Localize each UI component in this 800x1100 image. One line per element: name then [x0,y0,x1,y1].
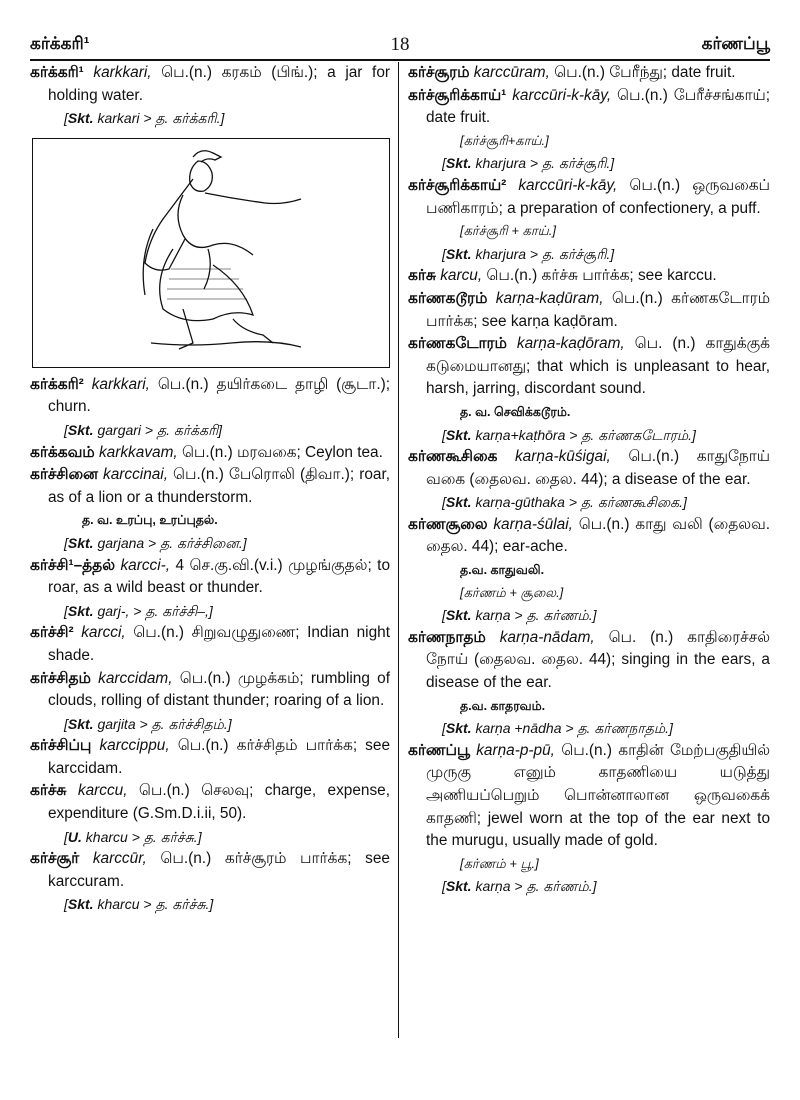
definition: பெ.(n.) முழக்கம்; rumbling of clouds, rolling of distant thunder; roaring of a lion. [48,669,390,710]
bracket: ] [692,426,696,443]
headword: கர்ச்சி¹–த்தல் [30,556,115,574]
definition: பெ.(n.) பேரீந்து; date fruit. [549,64,736,81]
tamil-equivalent: த.வ. காதுவலி. [460,563,545,578]
dancer-illustration [33,139,389,367]
etymology-language: Skt. [445,494,472,511]
bracket: [ [442,494,446,511]
headword: கர்ணநாதம் [408,628,486,646]
transliteration: karṇa-kūśigai, [514,448,611,466]
bracket: [ [64,602,68,619]
compound-note: [கர்ணம் + சூலை.] [460,584,564,600]
etymology-note [408,491,770,514]
dictionary-entry [408,627,770,695]
etymology-language: Skt. [445,155,472,172]
etymology-note [30,419,390,442]
etymology-language: U. [67,828,82,845]
etymology-text: garjita > த. கர்ச்சிதம். [93,715,228,732]
etymology-language: Skt. [67,896,94,913]
headword: கர்ச்சினை [30,466,98,484]
bracket: [ [64,534,68,551]
etymology-text: karṇa > த. கர்ணம். [471,878,593,895]
headword: கர்ச்சூர் [30,850,80,868]
dictionary-entry [30,668,390,713]
bracket: [ [64,896,68,913]
bracket: [ [64,110,68,127]
bracket: [ [64,715,68,732]
header-rule [30,59,770,61]
etymology-note [30,107,390,130]
dictionary-entry [408,62,770,85]
transliteration: karccinai, [103,466,169,484]
transliteration: karccūram, [473,64,550,81]
headword: கர்ச்சூரம் [408,64,470,81]
etymology-text: kharjura > த. கர்ச்சூரி. [471,155,611,172]
bracket: [ [442,245,446,262]
headword: கர்சு [408,267,436,285]
dictionary-entry [408,740,770,853]
transliteration: karccu, [77,782,128,800]
etymology-language: Skt. [67,421,94,438]
bracket: [ [442,878,446,895]
etymology-note [408,424,770,447]
dictionary-entry [30,442,390,465]
transliteration: karccidam, [98,669,173,687]
headword: கர்ச்சி² [30,624,74,642]
etymology-text: kharjura > த. கர்ச்சூரி. [471,245,611,262]
etymology-language: Skt. [445,720,472,737]
bracket: [ [442,155,446,172]
dictionary-entry [408,514,770,559]
transliteration: karṇa-nādam, [499,628,595,646]
etymology-language: Skt. [445,878,472,895]
bracket: ] [669,720,673,737]
etymology-text: garjana > த. கர்ச்சினை. [93,534,243,551]
etymology-language: Skt. [67,534,94,551]
right-column [408,62,770,898]
transliteration: karccūr, [92,850,147,868]
dictionary-entry [30,622,390,667]
transliteration: karcci, [81,624,126,642]
definition: பெ.(n.) ஒருவகைப் பணிகாரம்; a preparation of confectionery, a puff. [426,176,770,217]
dictionary-entry [30,848,390,893]
compound-note: [கர்ணம் + பூ.] [460,855,539,871]
etymology-note [408,243,770,266]
headword: கர்ணகூசிகை [408,448,498,466]
header-left-guideword: கர்க்கரி¹ [30,34,90,53]
tamil-equivalent: த. வ. செவிக்கடூரம். [460,404,571,419]
etymology-language: Skt. [445,245,472,262]
definition: பெ.(n.) கர்ச்சூரம் பார்க்க; see karccuram. [48,850,390,890]
definition: பெ.(n.) தயிர்கடை தாழி (சூடா.); churn. [48,375,390,416]
definition: பெ.(n.) கர்ச்சு பார்க்க; see karccu. [482,267,717,285]
transliteration: karccippu, [99,737,170,755]
headword: கர்ச்சிப்பு [30,737,92,755]
bracket: ] [218,421,223,438]
definition: பெ.(n.) கரகம் (பிங்.); a jar for holding water. [48,64,391,104]
bracket: ] [592,607,597,624]
tamil-equivalent: த.வ. காதரவம். [460,698,546,713]
transliteration: karṇa-p-pū, [476,741,555,759]
bracket: [ [442,720,446,737]
etymology-text: karṇa > த. கர்ணம். [471,607,593,624]
dictionary-entry [30,62,390,107]
bracket: ] [592,878,597,895]
definition: பெ.(n.) காதுநோய் வகை (தைலவ. தைல. 44); a disease of the ear. [426,448,770,488]
etymology-text: garj-, > த. கர்ச்சி–, [93,602,209,619]
etymology-note [408,604,770,627]
definition: பெ.(n.) கர்ச்சிதம் பார்க்க; see karccidam. [48,737,390,777]
etymology-note [30,532,390,555]
etymology-text: kharcu > த. கர்ச்சு. [93,896,210,913]
definition: பெ.(n.) பேரொலி (திவா.); roar, as of a lion or a thunderstorm. [48,466,390,506]
etymology-text: kharcu > த. கர்ச்சு. [81,828,198,845]
dictionary-entry [408,333,770,401]
page-header [30,34,770,58]
etymology-note [408,717,770,740]
etymology-note [408,152,770,175]
bracket: ] [610,245,615,262]
etymology-note [30,600,390,623]
headword: கர்ச்சு [30,782,67,800]
definition: பெ.(n.) செலவு; charge, expense, expenditure (G.Sm.D.i.ii, 50). [48,782,391,823]
transliteration: karccūri-k-kāy, [512,86,612,104]
bracket: ] [208,602,213,619]
dictionary-entry [408,288,770,333]
definition: பெ.(n.) சிறுவழுதுணை; Indian night shade. [48,624,390,664]
transliteration: karcu, [440,267,483,285]
etymology-note [30,713,390,736]
tamil-equivalent: த. வ. உரப்பு, உரப்புதல். [82,513,218,528]
dictionary-entry [408,175,770,220]
bracket: ] [227,715,232,732]
etymology-text: karṇa+kaṭhōra > த. கர்ணகடோரம். [471,426,693,443]
etymology-language: Skt. [445,426,472,443]
dictionary-entry [408,85,770,130]
dictionary-entry [30,464,390,509]
page-number: 18 [390,34,410,55]
etymology-language: Skt. [67,715,94,732]
bracket: [ [442,426,446,443]
bracket: [ [64,421,68,438]
etymology-text: karṇa-gūthaka > த. கர்ணகூசிகை. [471,494,684,511]
definition: பெ.(n.) காது வலி (தைலவ. தைல. 44); ear-ache. [426,515,770,556]
etymology-note [408,875,770,898]
headword: கர்க்கரி¹ [30,64,84,81]
compound-note: [கர்ச்சூரி + காய்.] [460,223,557,239]
definition: பெ.(n.) கர்ணகடோரம் பார்க்க; see karṇa kaḍōram. [426,289,770,330]
headword: கர்ணப்பூ [408,741,470,759]
transliteration: karccūri-k-kāy, [518,176,618,194]
compound-note: [கர்ச்சூரி+காய்.] [460,132,549,148]
bracket: ] [197,828,202,845]
bracket: ] [683,494,687,511]
dictionary-entry [30,555,390,600]
bracket: ] [242,534,247,551]
left-column [30,62,390,916]
definition: பெ.(n.) பேரீச்சங்காய்; date fruit. [426,86,770,127]
headword: கர்க்கரி² [30,375,84,393]
definition: பெ. (n.) காதுக்குக் கடுமையானது; that which is unpleasant to hear, harsh, jarring, discordant sound. [426,335,770,398]
etymology-language: Skt. [67,110,94,127]
dictionary-entry [30,374,390,419]
headword: கர்ணகடோரம் [408,335,507,353]
bracket: ] [209,896,214,913]
column-divider [398,62,399,1038]
transliteration: karkkari, [93,64,152,81]
transliteration: karkkavam, [98,443,178,461]
headword: கர்ணசூலை [408,515,488,533]
etymology-text: gargari > த. கர்க்கரி [93,421,219,438]
transliteration: karṇa-śūlai, [493,515,573,533]
dictionary-entry [30,780,390,825]
dictionary-entry [408,265,770,288]
headword: கர்ணகடூரம் [408,289,488,307]
bracket: [ [64,828,68,845]
bracket: ] [610,155,615,172]
headword: கர்க்கவம் [30,443,95,461]
bracket: ] [220,110,225,127]
etymology-language: Skt. [67,602,94,619]
dictionary-entry [30,735,390,780]
transliteration: karṇa-kaḍūram, [495,289,604,307]
etymology-note [30,826,390,849]
definition: பெ.(n.) மரவகை; Ceylon tea. [177,443,383,461]
etymology-note [30,893,390,916]
transliteration: karcci-, [120,556,171,574]
definition: பெ.(n.) காதின் மேற்பகுதியில் முருகு எனும் காதணியை யடுத்து அணியப்பெறும் பொன்னாலான ஒருவகைக் காதணி; jewel worn at the top of the ear next to the murugu, usually made of gold. [426,741,770,850]
transliteration: karṇa-kaḍōram, [516,335,625,353]
transliteration: karkkari, [91,375,150,393]
etymology-language: Skt. [445,607,472,624]
headword: கர்ச்சூரிக்காய்¹ [408,86,507,104]
headword: கர்ச்சிதம் [30,669,91,687]
headword: கர்ச்சூரிக்காய்² [408,176,507,194]
definition: 4 செ.கு.வி.(v.i.) முழங்குதல்; to roar, as a wild beast or thunder. [48,556,390,597]
etymology-text: karṇa +nādha > த. கர்ணநாதம். [471,720,669,737]
dictionary-entry [408,446,770,491]
illustration-frame [32,138,390,368]
header-right-guideword: கர்ணப்பூ [701,34,770,53]
bracket: [ [442,607,446,624]
etymology-text: karkari > த. கர்க்கரி. [93,110,221,127]
definition: பெ. (n.) காதிரைச்சல் நோய் (தைலவ. தைல. 44); singing in the ears, a disease of the ear. [426,628,770,692]
